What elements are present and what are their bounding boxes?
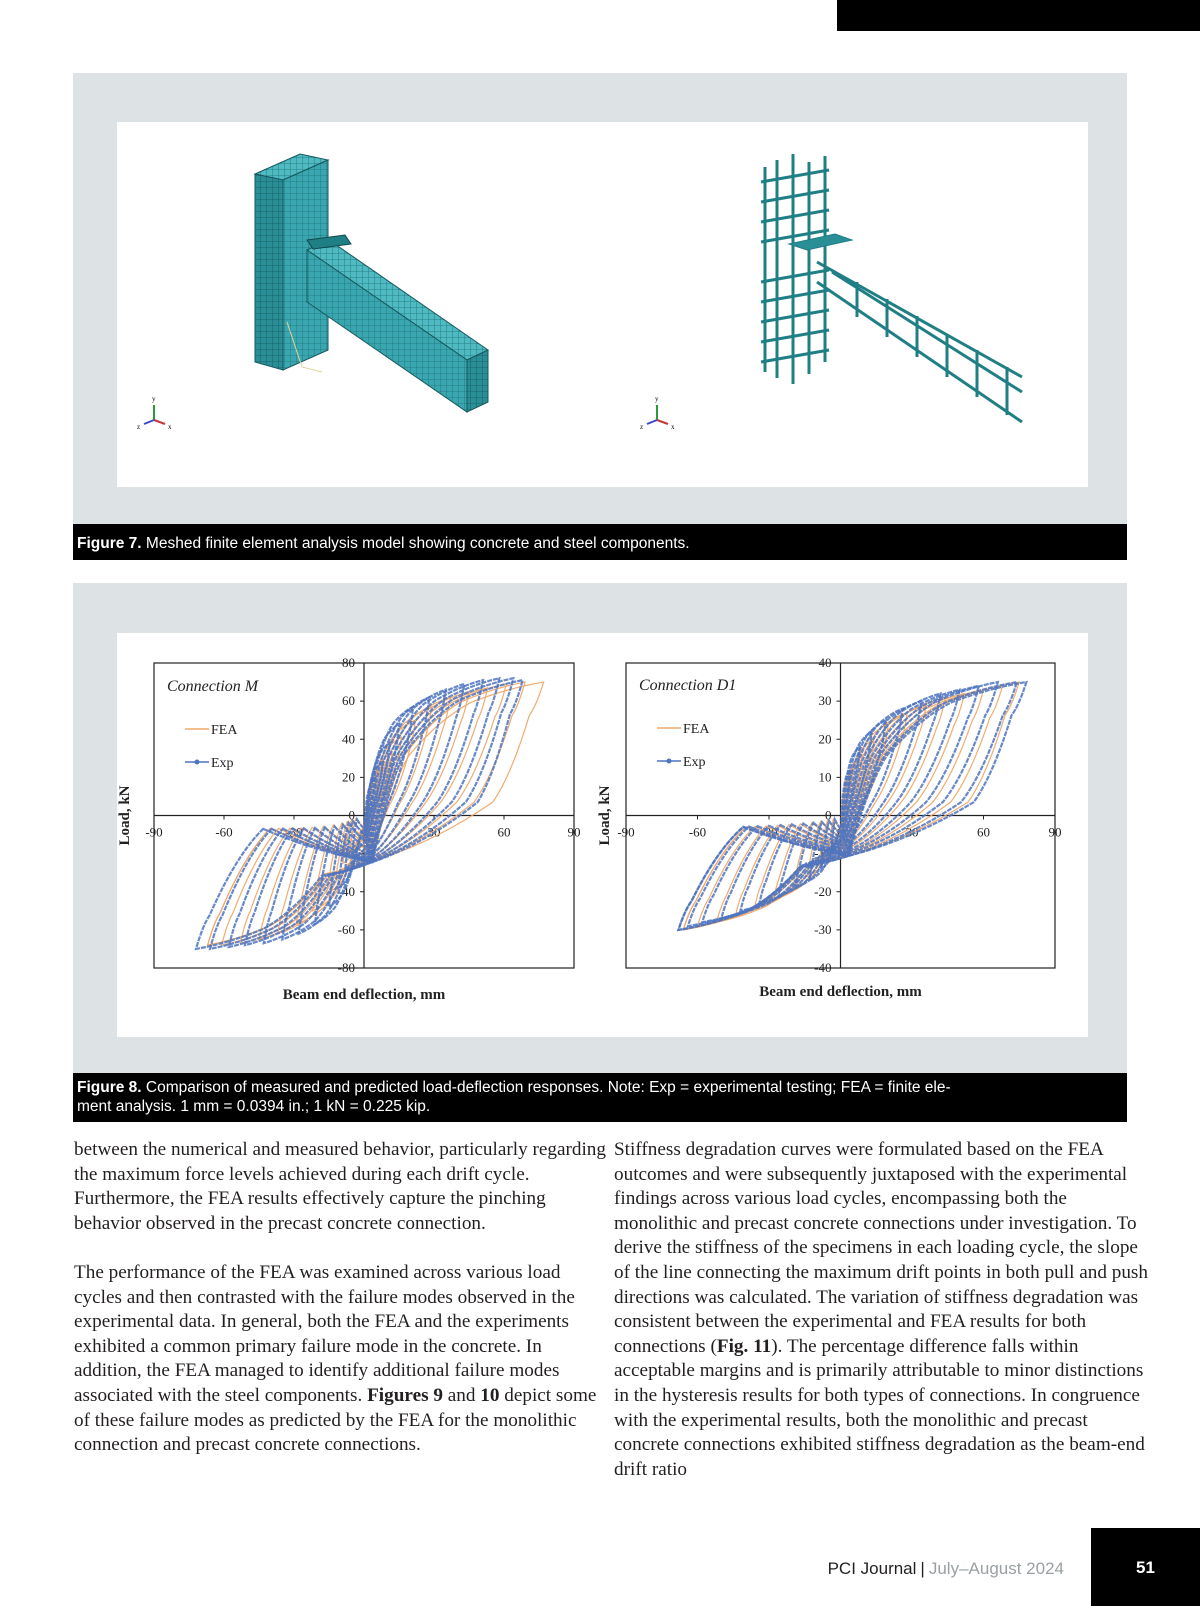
svg-text:y: y (655, 395, 659, 403)
fe-model-illustration (117, 122, 1088, 487)
x-tick-label: 0 (837, 824, 844, 840)
y-tick-label: 20 (818, 731, 832, 747)
body-paragraph: Stiffness degradation curves were formulated based on the FEA outcomes and were subsequently juxtaposed with the experimental findings across various load cycles, encompassing both the monolithic and precast concrete connections under investigation. To derive the stiffness of the specimens in each loading cycle, the slope of the line connecting the maximum drift points in both pull and push directions was calculated. The variation of stiffness degradation was consistent between the experimental and FEA results for both connections (Fig. 11). The percentage difference falls within acceptable margins and is primarily attributable to minor distinctions in the hysteresis results for both types of connections. In congruence with the experimental results, both the monolithic and precast concrete connections exhibited stiffness degradation as the beam-end drift ratio (614, 1139, 1148, 1480)
svg-text:x: x (168, 423, 172, 431)
exp-series (678, 682, 1026, 930)
svg-text:z: z (640, 423, 644, 431)
x-tick-label: 60 (977, 824, 990, 840)
figure-7-caption (73, 524, 1127, 560)
fea-series (208, 682, 544, 945)
chart-title: Connection D1 (639, 677, 737, 694)
journal-name: PCI Journal (827, 1559, 917, 1578)
x-tick-label: 60 (497, 824, 511, 840)
x-tick-label: -30 (760, 824, 778, 840)
svg-text:y: y (152, 395, 156, 403)
figure-reference: Figures 9 (367, 1384, 443, 1406)
figure-8-caption-line1: Comparison of measured and predicted load-deflection responses. Note: Exp = experimental testing; FEA = finite ele- (145, 1079, 951, 1096)
legend-fea-label: FEA (683, 722, 710, 737)
x-tick-label: -60 (215, 824, 233, 840)
y-tick-label: -20 (814, 883, 832, 899)
figure-7-label: Figure 7. (77, 535, 142, 552)
footer-separator: | (920, 1559, 925, 1578)
figure-8-caption (73, 1073, 1127, 1122)
x-tick-label: 30 (427, 824, 441, 840)
y-tick-label: 0 (348, 807, 355, 823)
svg-text:z: z (137, 423, 141, 431)
x-tick-label: -30 (285, 824, 303, 840)
y-axis-label: Load, kN (117, 785, 133, 846)
figure-7-image (117, 122, 1088, 487)
body-column-right (614, 1138, 1149, 1507)
legend-exp-marker (667, 759, 672, 764)
y-tick-label: 60 (342, 693, 355, 709)
y-tick-label: 20 (342, 769, 355, 785)
figure-7-caption-text: Meshed finite element analysis model showing concrete and steel components. (145, 535, 690, 552)
concrete-mesh-model (255, 154, 488, 412)
y-tick-label: -80 (337, 960, 355, 975)
y-tick-label: 10 (818, 769, 832, 785)
x-tick-label: -60 (688, 824, 707, 840)
y-tick-label: -40 (337, 883, 355, 899)
y-tick-label: -10 (814, 845, 832, 861)
y-tick-label: -40 (814, 960, 832, 975)
figure-8-panel (73, 583, 1127, 1073)
x-tick-label: 90 (567, 824, 581, 840)
y-tick-label: -30 (814, 921, 832, 937)
chart-2 (597, 655, 1062, 1000)
x-tick-label: 90 (1048, 824, 1062, 840)
legend-exp-label: Exp (211, 756, 234, 771)
figure-7-panel (73, 73, 1127, 524)
top-bar (837, 0, 1200, 31)
svg-text:x: x (671, 423, 675, 431)
chart-title: Connection M (167, 678, 259, 695)
legend-fea-label: FEA (211, 723, 238, 738)
footer-journal-info (828, 1559, 1064, 1579)
x-tick-label: -90 (145, 824, 163, 840)
x-axis-label: Beam end deflection, mm (282, 987, 446, 1003)
y-tick-label: 0 (825, 807, 832, 823)
load-deflection-charts (117, 633, 1088, 1037)
x-tick-label: 30 (905, 824, 919, 840)
figure-8-image (117, 633, 1088, 1037)
y-tick-label: 40 (342, 731, 355, 747)
figure-8-label: Figure 8. (77, 1079, 142, 1096)
x-axis-label: Beam end deflection, mm (759, 984, 922, 1000)
steel-rebar-model (761, 154, 1022, 422)
y-axis-label: Load, kN (597, 785, 613, 846)
y-tick-label: -60 (337, 921, 355, 937)
x-tick-label: -90 (617, 824, 635, 840)
y-tick-label: 80 (342, 655, 355, 670)
body-paragraph: between the numerical and measured behavior, particularly regarding the maximum force levels achieved during each drift cycle. Furthermore, the FEA results effectively capture the pinching behavior observed in the precast concrete connection. (74, 1139, 606, 1234)
legend-exp-label: Exp (683, 755, 706, 770)
figure-reference: 10 (480, 1384, 500, 1406)
axis-triad-icon (640, 395, 675, 431)
chart-1 (117, 655, 581, 1003)
y-tick-label: 40 (818, 655, 832, 670)
exp-series (196, 678, 523, 949)
axis-triad-icon (137, 395, 172, 431)
figure-reference: Fig. 11 (716, 1335, 772, 1357)
issue-date: July–August 2024 (928, 1559, 1064, 1578)
legend-exp-marker (195, 760, 200, 765)
x-tick-label: 0 (360, 824, 368, 840)
page-number: 51 (1091, 1528, 1200, 1606)
figure-8-caption-line2: ment analysis. 1 mm = 0.0394 in.; 1 kN = 0.225 kip. (77, 1098, 431, 1115)
y-tick-label: -20 (337, 845, 355, 861)
body-column-left (74, 1138, 609, 1482)
y-tick-label: 30 (818, 693, 832, 709)
body-paragraph: The performance of the FEA was examined across various load cycles and then contrasted with the failure modes observed in the experimental data. In general, both the FEA and the experiments exhibited a common primary failure mode in the concrete. In addition, the FEA managed to identify additional failure modes associated with the steel components. Figures 9 and 10 depict some of these failure modes as predicted by the FEA for the monolithic connection and precast concrete connections. (74, 1261, 597, 1456)
